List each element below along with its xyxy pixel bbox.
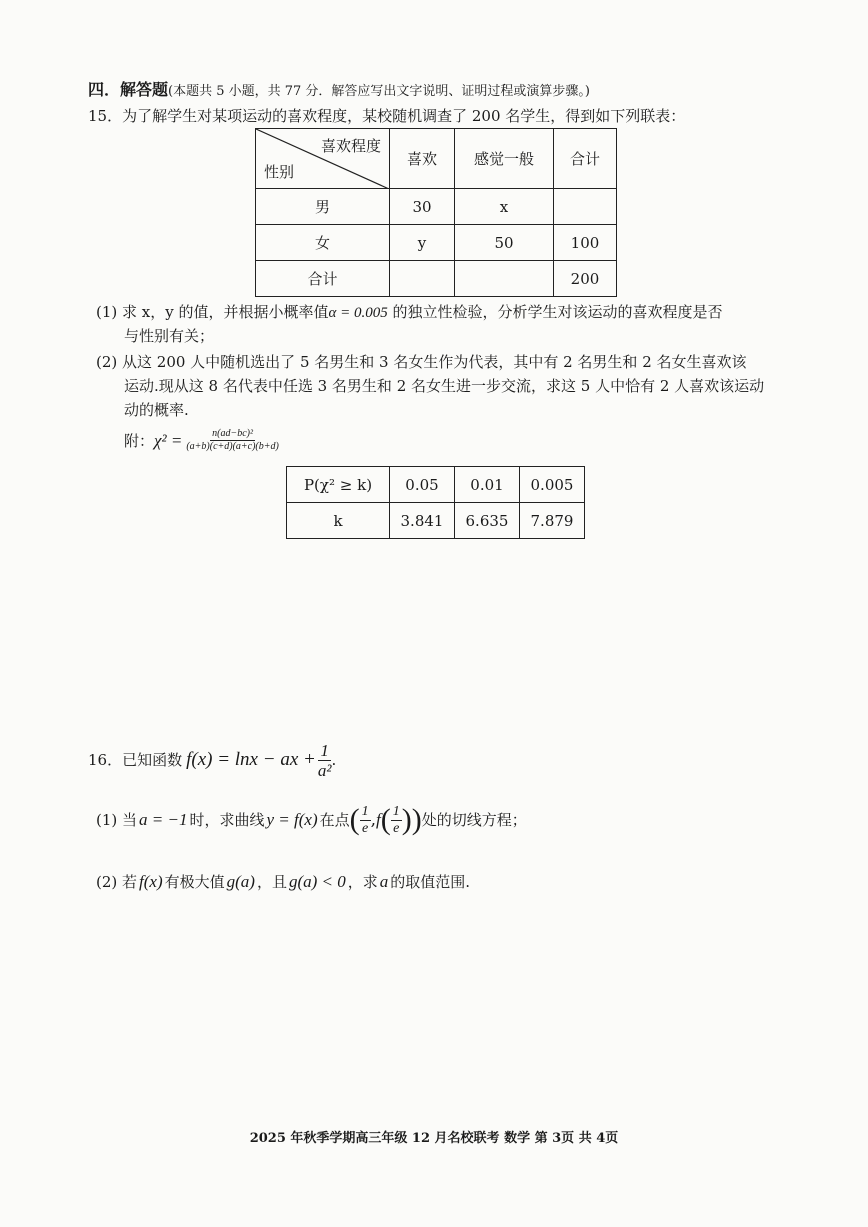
- q16-stem: [88, 738, 336, 782]
- q16-p2-inequality: g(a) < 0: [288, 872, 346, 891]
- row-label: k: [287, 503, 390, 539]
- table-row: [287, 503, 585, 539]
- formula-fraction: [186, 428, 279, 453]
- row-label: 合计: [256, 261, 390, 297]
- left-paren-icon: (: [380, 803, 391, 836]
- table-row: [287, 467, 585, 503]
- table-cell: [554, 189, 617, 225]
- critical-value-table: [286, 466, 585, 539]
- q16-p1-text: 在点: [319, 811, 350, 829]
- q15-part1-line2: 与性别有关；: [124, 327, 215, 345]
- left-paren-icon: (: [349, 803, 360, 836]
- q16-frac-num: 1: [320, 740, 329, 760]
- table-cell: [455, 261, 554, 297]
- table-cell: 3.841: [390, 503, 455, 539]
- q15-part2-line3: 动的概率.: [124, 401, 189, 419]
- q16-part1: [96, 798, 527, 842]
- q16-p1-text: 处的切线方程；: [421, 811, 527, 829]
- q16-p1-text: 时，求曲线: [189, 811, 265, 829]
- row-label: P(χ² ≥ k): [287, 467, 390, 503]
- q16-function: f(x) = lnx − ax +: [186, 749, 316, 770]
- corner-bottom-label: 性别: [264, 163, 295, 181]
- q16-p2-ga: g(a): [226, 872, 255, 891]
- table-cell: 50: [455, 225, 554, 261]
- formula-numerator: n(ad−bc)²: [212, 428, 254, 439]
- q15-part2-line1: (2) 从这 200 人中随机选出了 5 名男生和 3 名女生作为代表，其中有 2 名男生和 2 名女生喜欢该: [96, 353, 747, 371]
- table-cell: 0.005: [520, 467, 585, 503]
- comma-separator: ,: [370, 810, 377, 830]
- page-footer: 2025 年秋季学期高三年级 12 月名校联考 数学 第 3页 共 4页: [249, 1131, 619, 1146]
- table-cell: 30: [390, 189, 455, 225]
- q16-frac-den: a²: [317, 760, 332, 780]
- q16-p1-curve: y = f(x): [266, 810, 318, 829]
- q16-stem-end: .: [331, 751, 337, 769]
- q15-part2-line2: 运动.现从这 8 名代表中任选 3 名男生和 2 名女生进一步交流，求这 5 人中恰有 2 人喜欢该运动: [124, 377, 765, 395]
- formula-denominator: (a+b)(c+d)(a+c)(b+d): [186, 441, 279, 452]
- point-y-fraction: [391, 804, 402, 837]
- table-cell: [390, 261, 455, 297]
- row-label: 男: [256, 189, 390, 225]
- q16-stem-text: 16．已知函数: [88, 751, 183, 769]
- q15-part1-text: (1) 求 x，y 的值，并根据小概率值: [96, 303, 329, 321]
- table-cell: 6.635: [455, 503, 520, 539]
- q16-p2-text: ，求: [347, 873, 378, 891]
- table-cell: 200: [554, 261, 617, 297]
- alpha-value: α = 0.005: [328, 305, 388, 321]
- appendix-label: 附：: [124, 431, 155, 450]
- table-cell: 100: [554, 225, 617, 261]
- q16-p2-fx: f(x): [139, 872, 163, 891]
- point-x-fraction: [360, 804, 371, 837]
- table-cell: 0.05: [390, 467, 455, 503]
- q16-p2-var: a: [379, 872, 389, 891]
- q16-part2: [96, 868, 470, 896]
- section-header: [88, 80, 590, 102]
- q15-part1-line1: [96, 302, 723, 323]
- q16-p2-text: 的取值范围.: [390, 873, 471, 891]
- q15-stem: 15．为了解学生对某项运动的喜欢程度，某校随机调查了 200 名学生，得到如下列联表：: [88, 107, 686, 125]
- row-label: 女: [256, 225, 390, 261]
- diagonal-header-cell: [256, 129, 390, 189]
- table-row: [256, 225, 617, 261]
- q16-p1-text: (1) 当: [96, 811, 138, 829]
- point-x-num: 1: [361, 803, 369, 819]
- header-cell: 合计: [554, 129, 617, 189]
- point-y-den: e: [393, 820, 400, 836]
- section-note: (本题共 5 小题，共 77 分．解答应写出文字说明、证明过程或演算步骤。): [168, 84, 591, 99]
- table-row: [256, 189, 617, 225]
- header-cell: 感觉一般: [455, 129, 554, 189]
- right-paren-icon: ): [411, 803, 422, 836]
- q16-p1-condition: a = −1: [139, 810, 188, 829]
- table-header-row: [256, 129, 617, 189]
- point-f: f: [376, 810, 381, 829]
- point-x-den: e: [362, 820, 369, 836]
- formula-lhs: χ² =: [154, 430, 183, 450]
- q16-fraction: [318, 741, 332, 780]
- table-cell: x: [455, 189, 554, 225]
- right-paren-icon: ): [401, 803, 412, 836]
- table-cell: 0.01: [455, 467, 520, 503]
- q16-p2-text: ，且: [256, 873, 287, 891]
- table-cell: y: [390, 225, 455, 261]
- q16-p2-text: (2) 若: [96, 873, 138, 891]
- q15-part1-text: 的独立性检验，分析学生对该运动的喜欢程度是否: [392, 303, 723, 321]
- table-row: [256, 261, 617, 297]
- point-y-num: 1: [392, 803, 400, 819]
- chi-square-formula: [124, 428, 279, 453]
- header-cell: 喜欢: [390, 129, 455, 189]
- corner-top-label: 喜欢程度: [320, 137, 381, 155]
- contingency-table: [255, 128, 617, 297]
- table-cell: 7.879: [520, 503, 585, 539]
- section-title: 四．解答题: [88, 80, 169, 99]
- q16-p2-text: 有极大值: [164, 873, 225, 891]
